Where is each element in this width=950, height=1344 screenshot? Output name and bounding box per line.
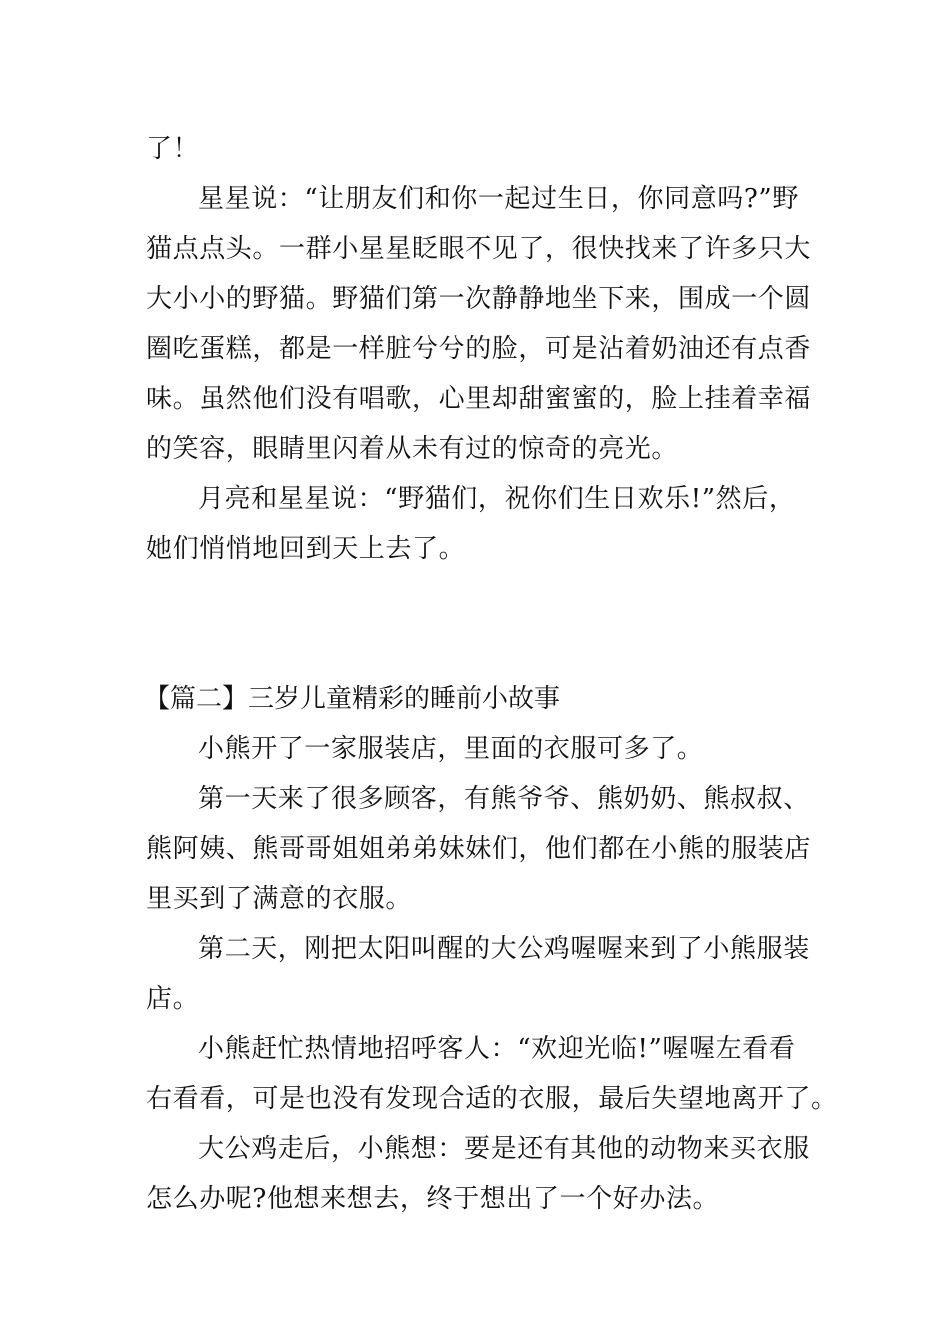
story2-p4-line-1: 小熊赶忙热情地招呼客人：“欢迎光临!”喔喔左看看 [198, 1034, 796, 1064]
story2-p5-line-2: 怎么办呢?他想来想去，终于想出了一个好办法。 [146, 1184, 720, 1214]
story2-p2-line-2: 熊阿姨、熊哥哥姐姐弟弟妹妹们，他们都在小熊的服装店 [146, 834, 812, 864]
story2-heading: 【篇二】三岁儿童精彩的睡前小故事 [144, 684, 561, 714]
story2-p5-line-1: 大公鸡走后，小熊想：要是还有其他的动物来买衣服 [198, 1134, 810, 1164]
story1-p1-line-6: 的笑容，眼睛里闪着从未有过的惊奇的亮光。 [146, 434, 679, 464]
story2-p2-line-1: 第一天来了很多顾客，有熊爷爷、熊奶奶、熊叔叔、 [198, 784, 810, 814]
story1-p1-line-3: 大小小的野猫。野猫们第一次静静地坐下来，围成一个圆 [146, 284, 812, 314]
story2-p3-line-2: 店。 [146, 984, 200, 1014]
story1-p1-line-1: 星星说：“让朋友们和你一起过生日，你同意吗?”野 [198, 184, 799, 214]
story1-tail-line: 了！ [146, 134, 200, 164]
story2-p3-line-1: 第二天，刚把太阳叫醒的大公鸡喔喔来到了小熊服装 [198, 934, 810, 964]
story2-p4-line-2: 右看看，可是也没有发现合适的衣服，最后失望地离开了。 [146, 1084, 838, 1114]
story2-p1-line-1: 小熊开了一家服装店，里面的衣服可多了。 [198, 734, 704, 764]
story1-p2-line-1: 月亮和星星说：“野猫们，祝你们生日欢乐!”然后， [198, 484, 796, 514]
story1-p2-line-2: 她们悄悄地回到天上去了。 [146, 534, 466, 564]
story2-p2-line-3: 里买到了满意的衣服。 [146, 884, 413, 914]
story1-p1-line-4: 圈吃蛋糕，都是一样脏兮兮的脸，可是沾着奶油还有点香 [146, 334, 812, 364]
story1-p1-line-2: 猫点点头。一群小星星眨眼不见了，很快找来了许多只大 [146, 234, 812, 264]
story1-p1-line-5: 味。虽然他们没有唱歌，心里却甜蜜蜜的，脸上挂着幸福 [146, 384, 812, 414]
